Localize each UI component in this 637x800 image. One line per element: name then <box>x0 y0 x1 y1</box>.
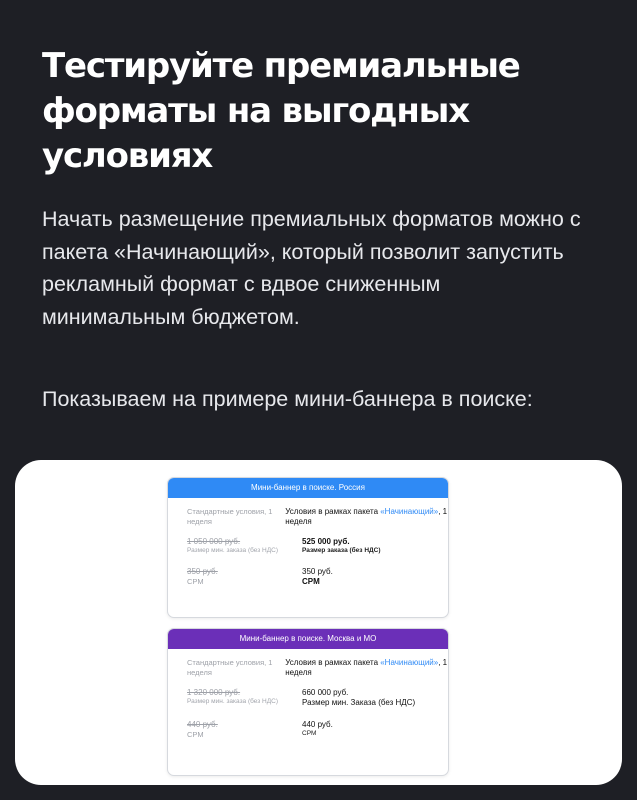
intro-paragraph: Начать размещение премиальных форматов можно с пакета «Начинающий», который позволит запустить рекламный формат с вдвое сниженным минимальным бюджетом. <box>42 207 581 329</box>
package-budget <box>302 688 415 708</box>
new-cpm-label: CPM <box>302 730 317 737</box>
new-cpm-value: 440 руб. <box>302 720 333 729</box>
old-budget-label: Размер мин. заказа (без НДС) <box>187 698 278 705</box>
cpm-row <box>168 720 448 740</box>
new-budget-label: Размер заказа (без НДС) <box>302 547 381 554</box>
old-budget-value: 1 320 000 руб. <box>187 688 241 697</box>
new-cpm-value: 350 руб. <box>302 567 333 576</box>
package-cpm <box>302 720 333 740</box>
standard-cpm <box>187 720 302 740</box>
standard-budget <box>187 537 302 555</box>
package-prefix: Условия в рамках пакета <box>285 658 381 667</box>
standard-conditions-label: Стандартные условия, 1 неделя <box>187 658 273 677</box>
new-budget-value: 525 000 руб. <box>302 537 350 546</box>
package-suffix: , 1 неделя <box>285 507 448 526</box>
standard-budget <box>187 688 302 708</box>
package-name-link[interactable]: «Начинающий» <box>380 507 439 516</box>
example-panel <box>15 460 622 785</box>
old-cpm-label: CPM <box>187 730 204 739</box>
budget-row <box>168 688 448 708</box>
old-budget-label: Размер мин. заказа (без НДС) <box>187 547 278 554</box>
standard-cpm <box>187 567 302 587</box>
card-moscow <box>167 628 449 776</box>
old-cpm-value: 350 руб. <box>187 567 218 576</box>
new-budget-label: Размер мин. Заказа (без НДС) <box>302 698 416 707</box>
budget-row <box>168 537 448 555</box>
package-prefix: Условия в рамках пакета <box>285 507 381 516</box>
conditions-row <box>168 507 448 527</box>
old-budget-value: 1 050 000 руб. <box>187 537 241 546</box>
conditions-row <box>168 658 448 678</box>
package-name-link[interactable]: «Начинающий» <box>380 658 439 667</box>
package-cpm <box>302 567 333 587</box>
cpm-row <box>168 567 448 587</box>
card-header: Мини-баннер в поиске. Москва и МО <box>168 629 448 649</box>
card-header: Мини-баннер в поиске. Россия <box>168 478 448 498</box>
example-paragraph: Показываем на примере мини-баннера в поиске: <box>42 387 533 411</box>
new-cpm-label: CPM <box>302 577 320 586</box>
page-title: Тестируйте премиальные форматы на выгодных условиях <box>42 46 520 176</box>
new-budget-value: 660 000 руб. <box>302 688 349 697</box>
package-suffix: , 1 неделя <box>285 658 448 677</box>
old-cpm-label: CPM <box>187 577 204 586</box>
package-budget <box>302 537 381 555</box>
old-cpm-value: 440 руб. <box>187 720 218 729</box>
standard-conditions-label: Стандартные условия, 1 неделя <box>187 507 273 526</box>
card-russia <box>167 477 449 618</box>
package-conditions-label <box>285 507 448 527</box>
package-conditions-label <box>285 658 448 678</box>
